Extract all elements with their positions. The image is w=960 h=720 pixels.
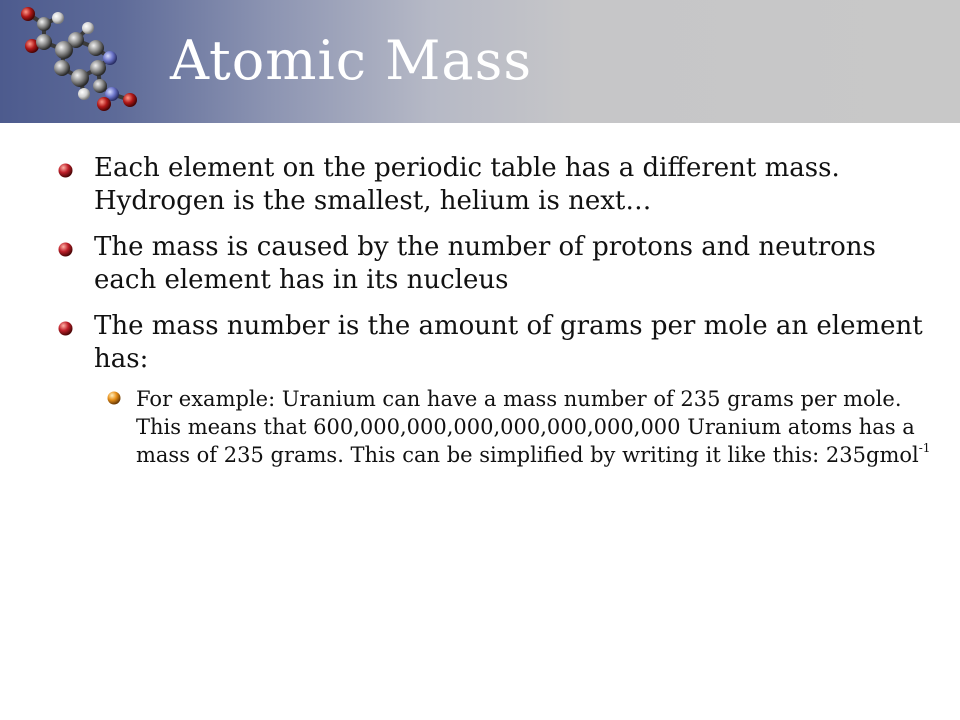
molecule-model-icon <box>14 2 144 118</box>
bullet-item <box>56 310 936 376</box>
bullet-item <box>56 152 936 218</box>
sub-bullet-text: For example: Uranium can have a mass number of 235 grams per mole. This means that 600,000,000,000,000,000,000,000 Uranium atoms has a mass of 235 grams. This can be simplified by writing it like this: 235gmol <box>136 387 919 467</box>
sub-bullet-item <box>94 385 936 469</box>
bullet-list <box>56 152 936 469</box>
bullet-text: The mass number is the amount of grams per mole an element has: <box>94 311 923 374</box>
orange-sphere-bullet-icon <box>107 391 121 405</box>
red-sphere-bullet-icon <box>58 321 73 336</box>
bullet-text: Each element on the periodic table has a different mass. Hydrogen is the smallest, helium is next… <box>94 153 840 216</box>
red-sphere-bullet-icon <box>58 242 73 257</box>
title-banner <box>0 0 960 123</box>
red-sphere-bullet-icon <box>58 163 73 178</box>
unit-superscript: -1 <box>918 441 931 455</box>
bullet-item <box>56 231 936 297</box>
slide-title: Atomic Mass <box>170 29 533 92</box>
bullet-text: The mass is caused by the number of protons and neutrons each element has in its nucleus <box>94 232 876 295</box>
